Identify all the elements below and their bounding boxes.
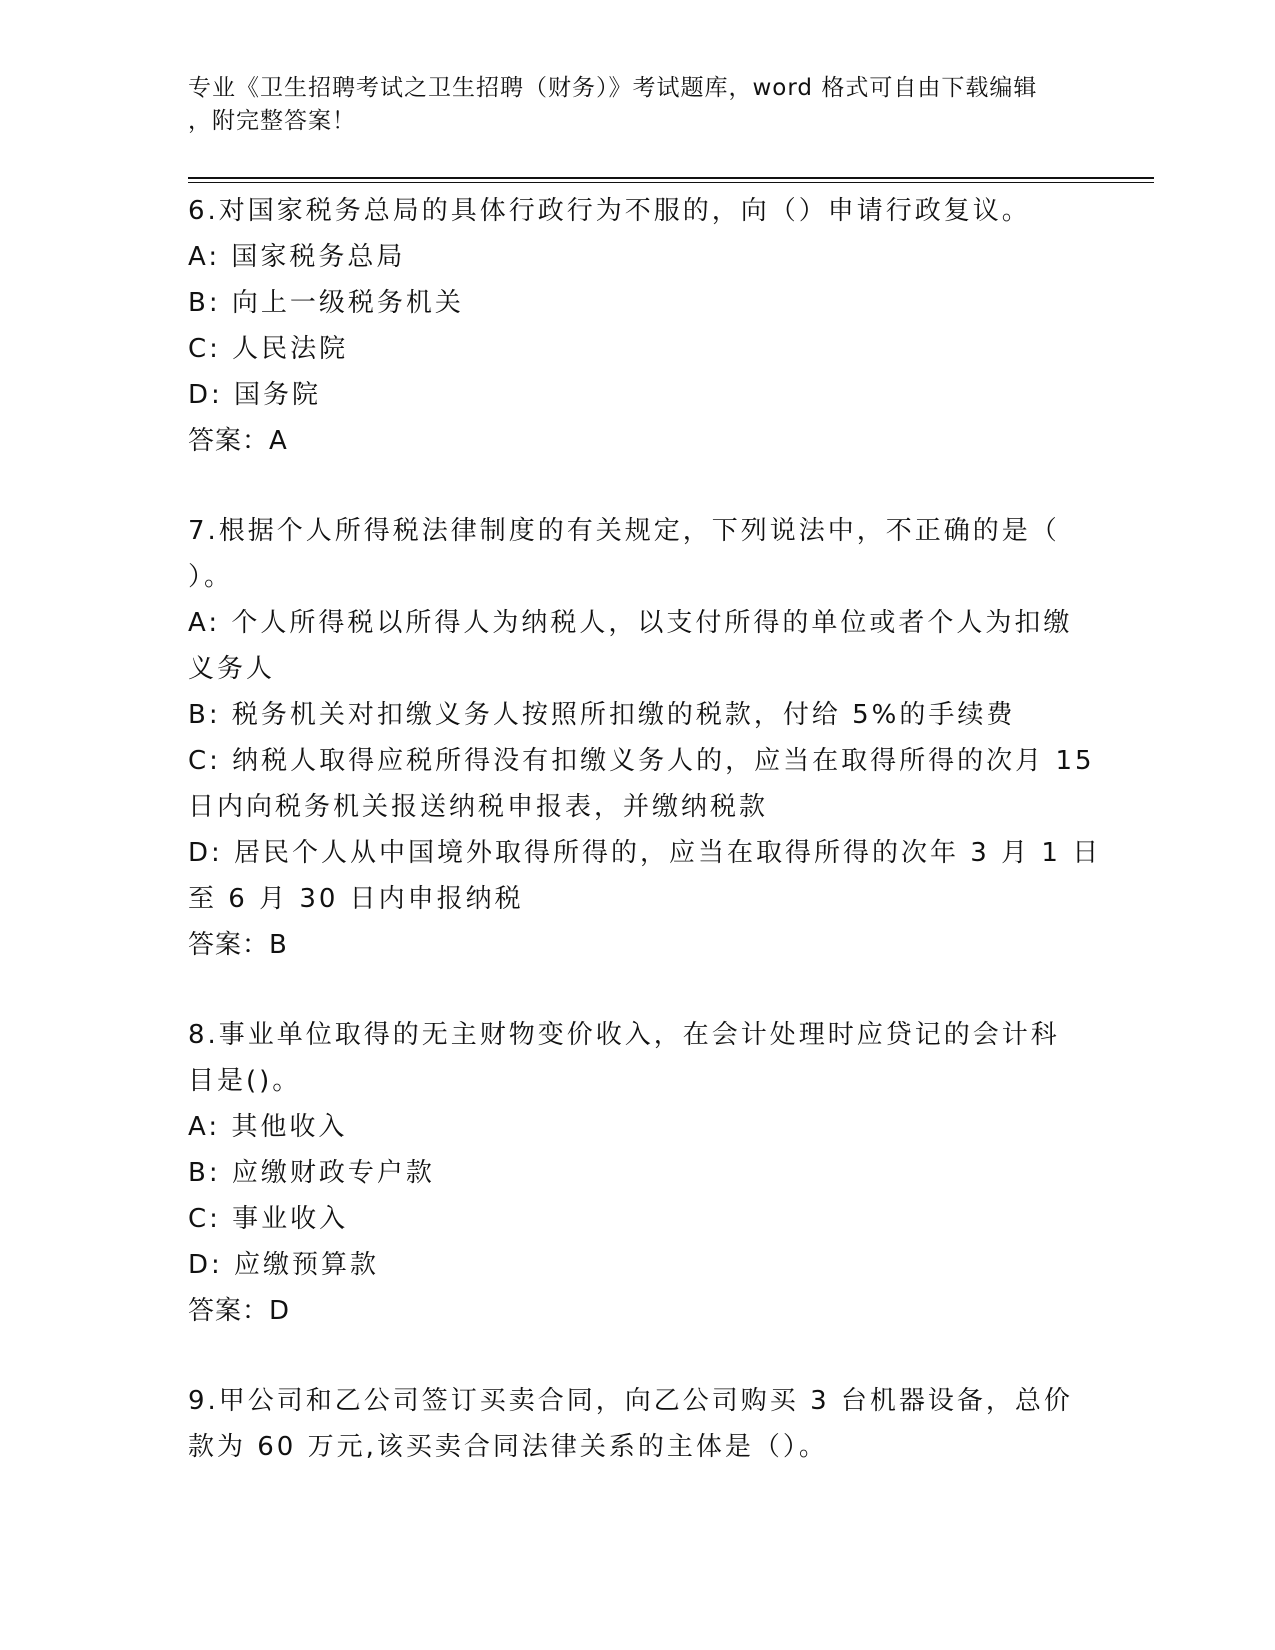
answer: 答案：A	[188, 426, 288, 456]
option-a: A: 个人所得税以所得人为纳税人，以支付所得的单位或者个人为扣缴	[188, 608, 1073, 638]
option-b: B: 税务机关对扣缴义务人按照所扣缴的税款，付给 5%的手续费	[188, 700, 1016, 730]
option-d: D: 国务院	[188, 380, 322, 410]
option-c: C: 事业收入	[188, 1204, 349, 1234]
option-d: D: 应缴预算款	[188, 1250, 380, 1280]
question-stem-continued: ）。	[188, 562, 234, 592]
option-d-continued: 至 6 月 30 日内申报纳税	[188, 884, 524, 914]
document-header	[188, 72, 1068, 138]
question-stem: 6.对国家税务总局的具体行政行为不服的，向（）申请行政复议。	[188, 196, 1031, 226]
header-divider-thin	[188, 182, 1154, 183]
header-line-2: ，附完整答案！	[188, 108, 356, 134]
option-c: C: 纳税人取得应税所得没有扣缴义务人的，应当在取得所得的次月 15	[188, 746, 1095, 776]
question-6	[188, 188, 1088, 464]
question-7	[188, 508, 1102, 968]
option-a: A: 其他收入	[188, 1112, 348, 1142]
option-c-continued: 日内向税务机关报送纳税申报表，并缴纳税款	[188, 792, 769, 822]
question-stem-continued: 款为 60 万元,该买卖合同法律关系的主体是（）。	[188, 1432, 828, 1462]
answer: 答案：B	[188, 930, 288, 960]
question-stem: 9.甲公司和乙公司签订买卖合同，向乙公司购买 3 台机器设备，总价	[188, 1386, 1073, 1416]
question-stem: 8.事业单位取得的无主财物变价收入，在会计处理时应贷记的会计科	[188, 1020, 1060, 1050]
option-a-continued: 义务人	[188, 654, 276, 684]
option-c: C: 人民法院	[188, 334, 349, 364]
option-b: B: 向上一级税务机关	[188, 288, 464, 318]
option-b: B: 应缴财政专户款	[188, 1158, 435, 1188]
question-9	[188, 1378, 1088, 1470]
question-8	[188, 1012, 1088, 1334]
question-stem: 7.根据个人所得税法律制度的有关规定，下列说法中，不正确的是（	[188, 516, 1060, 546]
question-list	[188, 188, 1102, 1514]
answer: 答案：D	[188, 1296, 291, 1326]
header-divider-thick	[188, 177, 1154, 179]
question-stem-continued: 目是()。	[188, 1066, 302, 1096]
option-d: D: 居民个人从中国境外取得所得的，应当在取得所得的次年 3 月 1 日	[188, 838, 1102, 868]
option-a: A: 国家税务总局	[188, 242, 406, 272]
header-line-1: 专业《卫生招聘考试之卫生招聘（财务）》考试题库，word 格式可自由下载编辑	[188, 75, 1038, 101]
